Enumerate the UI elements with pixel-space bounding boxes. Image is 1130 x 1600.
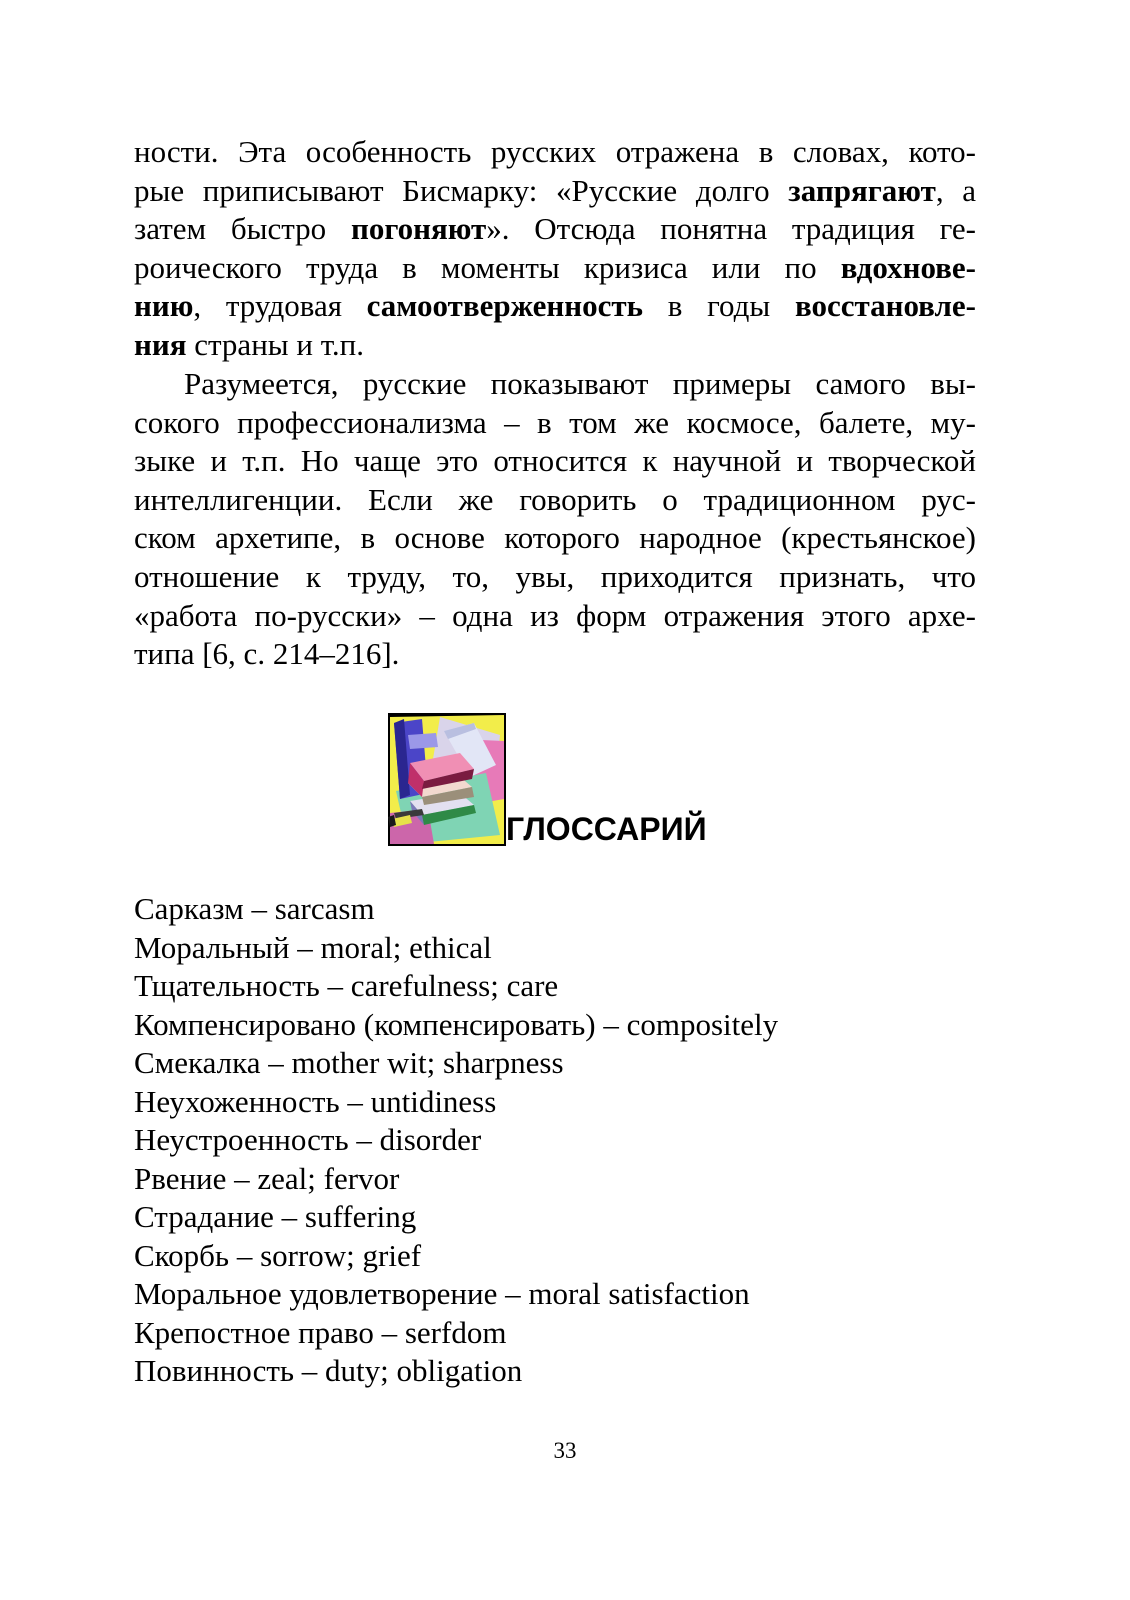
text-run: рые приписывают Бисмарку: «Русские долго — [134, 172, 789, 208]
bold-term: ния — [134, 326, 187, 362]
glossary-entry: Неустроенность – disorder — [134, 1122, 482, 1157]
text-line — [134, 326, 976, 365]
bold-term: самоотверженность — [366, 288, 644, 324]
glossary-entry: Неухоженность – untidiness — [134, 1083, 497, 1119]
text-line — [134, 558, 976, 597]
text-run: роического труда в моменты кризиса или по — [134, 249, 841, 285]
text-run: ». Отсюда понятна традиция ге- — [486, 211, 976, 247]
text-line — [134, 249, 976, 288]
text-run: ском архетипе, в основе которого народное (крестьянское) — [134, 520, 976, 556]
glossary-entry: Компенсировано (компенсировать) – compositely — [134, 1006, 779, 1042]
bold-term: погоняют — [350, 211, 487, 247]
glossary-title: ГЛОССАРИЙ — [506, 811, 707, 847]
glossary-entry: Моральное удовлетворение – moral satisfaction — [134, 1276, 750, 1311]
bold-term: нию — [134, 288, 194, 324]
text-run: типа [6, с. 214–216]. — [134, 636, 400, 672]
text-run: сокого профессионализма – в том же космосе, балете, му- — [134, 404, 976, 440]
text-line — [134, 635, 976, 674]
text-run: в годы — [643, 288, 795, 324]
text-run: страны и т.п. — [186, 326, 365, 362]
bold-term: запрягают — [788, 172, 936, 208]
text-line — [134, 210, 976, 249]
glossary-entry: Моральный – moral; ethical — [134, 929, 492, 965]
text-line — [134, 481, 976, 520]
glossary-entry: Смекалка – mother wit; sharpness — [134, 1045, 564, 1080]
books-clipart-icon — [388, 713, 506, 846]
glossary-entry: Страдание – suffering — [134, 1199, 417, 1234]
text-run: интеллигенции. Если же говорить о традиционном рус- — [134, 481, 976, 517]
glossary-header — [388, 713, 748, 848]
text-run: , трудовая — [193, 288, 367, 324]
bold-term: вдохнове- — [840, 249, 976, 285]
glossary-entry: Повинность – duty; obligation — [134, 1353, 523, 1388]
glossary-list — [134, 890, 976, 1391]
paragraph-bismarck — [134, 133, 976, 365]
glossary-entry: Тщательность – carefulness; care — [134, 968, 559, 1003]
text-line — [134, 519, 976, 558]
text-line — [134, 442, 976, 481]
text-line — [134, 133, 976, 172]
text-run: «работа по-русски» – одна из форм отражения этого архе- — [134, 597, 976, 633]
page-number: 33 — [553, 1438, 577, 1463]
text-run: отношение к труду, то, увы, приходится признать, что — [134, 558, 976, 594]
text-run: затем быстро — [134, 211, 351, 247]
paragraph-professionalism — [134, 365, 976, 674]
text-line — [134, 365, 976, 404]
text-run: ности. Эта особенность русских отражена в словах, кото- — [134, 134, 976, 169]
text-line — [134, 287, 976, 326]
text-run: Разумеется, русские показывают примеры самого вы- — [184, 366, 976, 401]
text-run: , а — [935, 172, 976, 208]
bold-term: восстановле- — [794, 288, 976, 324]
text-run: зыке и т.п. Но чаще это относится к научной и творческой — [134, 443, 976, 479]
glossary-entry: Скорбь – sorrow; grief — [134, 1237, 422, 1273]
glossary-entry: Рвение – zeal; fervor — [134, 1160, 400, 1196]
glossary-entry: Сарказм – sarcasm — [134, 891, 375, 926]
text-line — [134, 172, 976, 211]
text-line — [134, 597, 976, 636]
glossary-entry: Крепостное право – serfdom — [134, 1314, 507, 1350]
text-line — [134, 404, 976, 443]
